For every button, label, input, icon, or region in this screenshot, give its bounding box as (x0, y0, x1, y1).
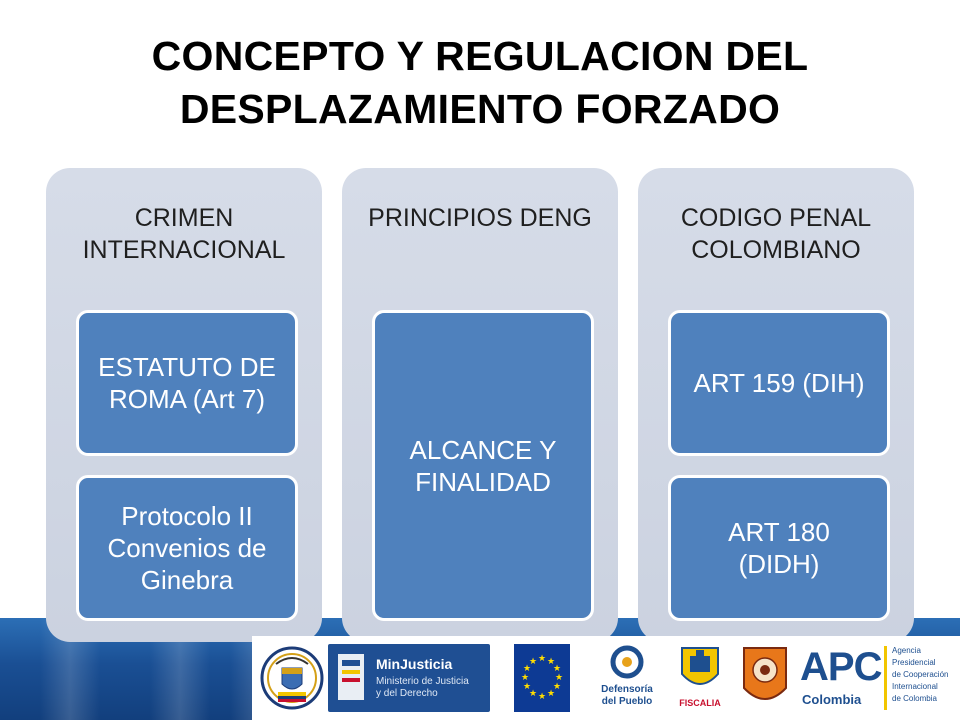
svg-text:★: ★ (546, 657, 556, 667)
minjusticia-emblem-icon (332, 644, 372, 712)
svg-text:★: ★ (522, 682, 532, 692)
column-principios-deng (342, 168, 618, 642)
apc-colombia-logo (800, 644, 950, 712)
minjusticia-subtitle-2: y del Derecho (376, 688, 438, 699)
logos-strip (252, 636, 960, 720)
fiscalia-logo (672, 644, 728, 712)
apc-country: Colombia (802, 692, 862, 707)
apc-description-4: Internacional (892, 682, 938, 691)
svg-text:★: ★ (552, 682, 562, 692)
box-art-159: ART 159 (DIH) (668, 310, 890, 456)
minjusticia-title: MinJusticia (376, 656, 453, 672)
svg-text:★: ★ (552, 664, 562, 674)
fiscalia-shield-icon (672, 644, 728, 696)
defensoria-emblem-icon (592, 644, 662, 684)
column-codigo-penal (638, 168, 914, 642)
apc-description-2: Presidencial (892, 658, 936, 667)
apc-wordmark: APC (800, 645, 882, 689)
republica-de-colombia-seal-logo (260, 644, 324, 712)
apc-description-3: de Cooperación (892, 670, 949, 679)
apc-description-1: Agencia (892, 646, 921, 655)
defensoria-del-pueblo-logo (592, 644, 662, 712)
fiscalia-label: FISCALIA (679, 698, 721, 708)
svg-text:★: ★ (528, 689, 538, 699)
apc-description-5: de Colombia (892, 694, 937, 703)
university-seal-logo (738, 644, 792, 712)
svg-text:★: ★ (554, 673, 564, 683)
defensoria-line-2: del Pueblo (601, 696, 653, 707)
svg-text:★: ★ (537, 692, 547, 702)
european-union-flag-logo (514, 644, 570, 712)
box-art-180: ART 180 (DIDH) (668, 475, 890, 621)
box-alcance-y-finalidad: ALCANCE Y FINALIDAD (372, 310, 594, 621)
svg-text:★: ★ (546, 689, 556, 699)
box-protocolo-ii: Protocolo II Convenios de Ginebra (76, 475, 298, 621)
defensoria-line-1: Defensoría (601, 684, 653, 695)
column-heading: CODIGO PENAL COLOMBIANO (680, 204, 872, 264)
svg-text:★: ★ (522, 664, 532, 674)
box-estatuto-de-roma: ESTATUTO DE ROMA (Art 7) (76, 310, 298, 456)
svg-text:★: ★ (520, 673, 530, 683)
svg-text:★: ★ (528, 657, 538, 667)
column-heading: PRINCIPIOS DENG (368, 204, 592, 232)
minjusticia-logo (328, 644, 490, 712)
minjusticia-subtitle-1: Ministerio de Justicia (376, 676, 469, 687)
svg-text:★: ★ (537, 654, 547, 664)
slide-title-line-1: CONCEPTO Y REGULACION DEL (151, 33, 809, 79)
slide-title-line-2: DESPLAZAMIENTO FORZADO (179, 86, 781, 132)
apc-divider (884, 646, 887, 710)
slide-title (0, 30, 960, 136)
column-heading: CRIMEN INTERNACIONAL (82, 204, 286, 264)
column-crimen-internacional (46, 168, 322, 642)
